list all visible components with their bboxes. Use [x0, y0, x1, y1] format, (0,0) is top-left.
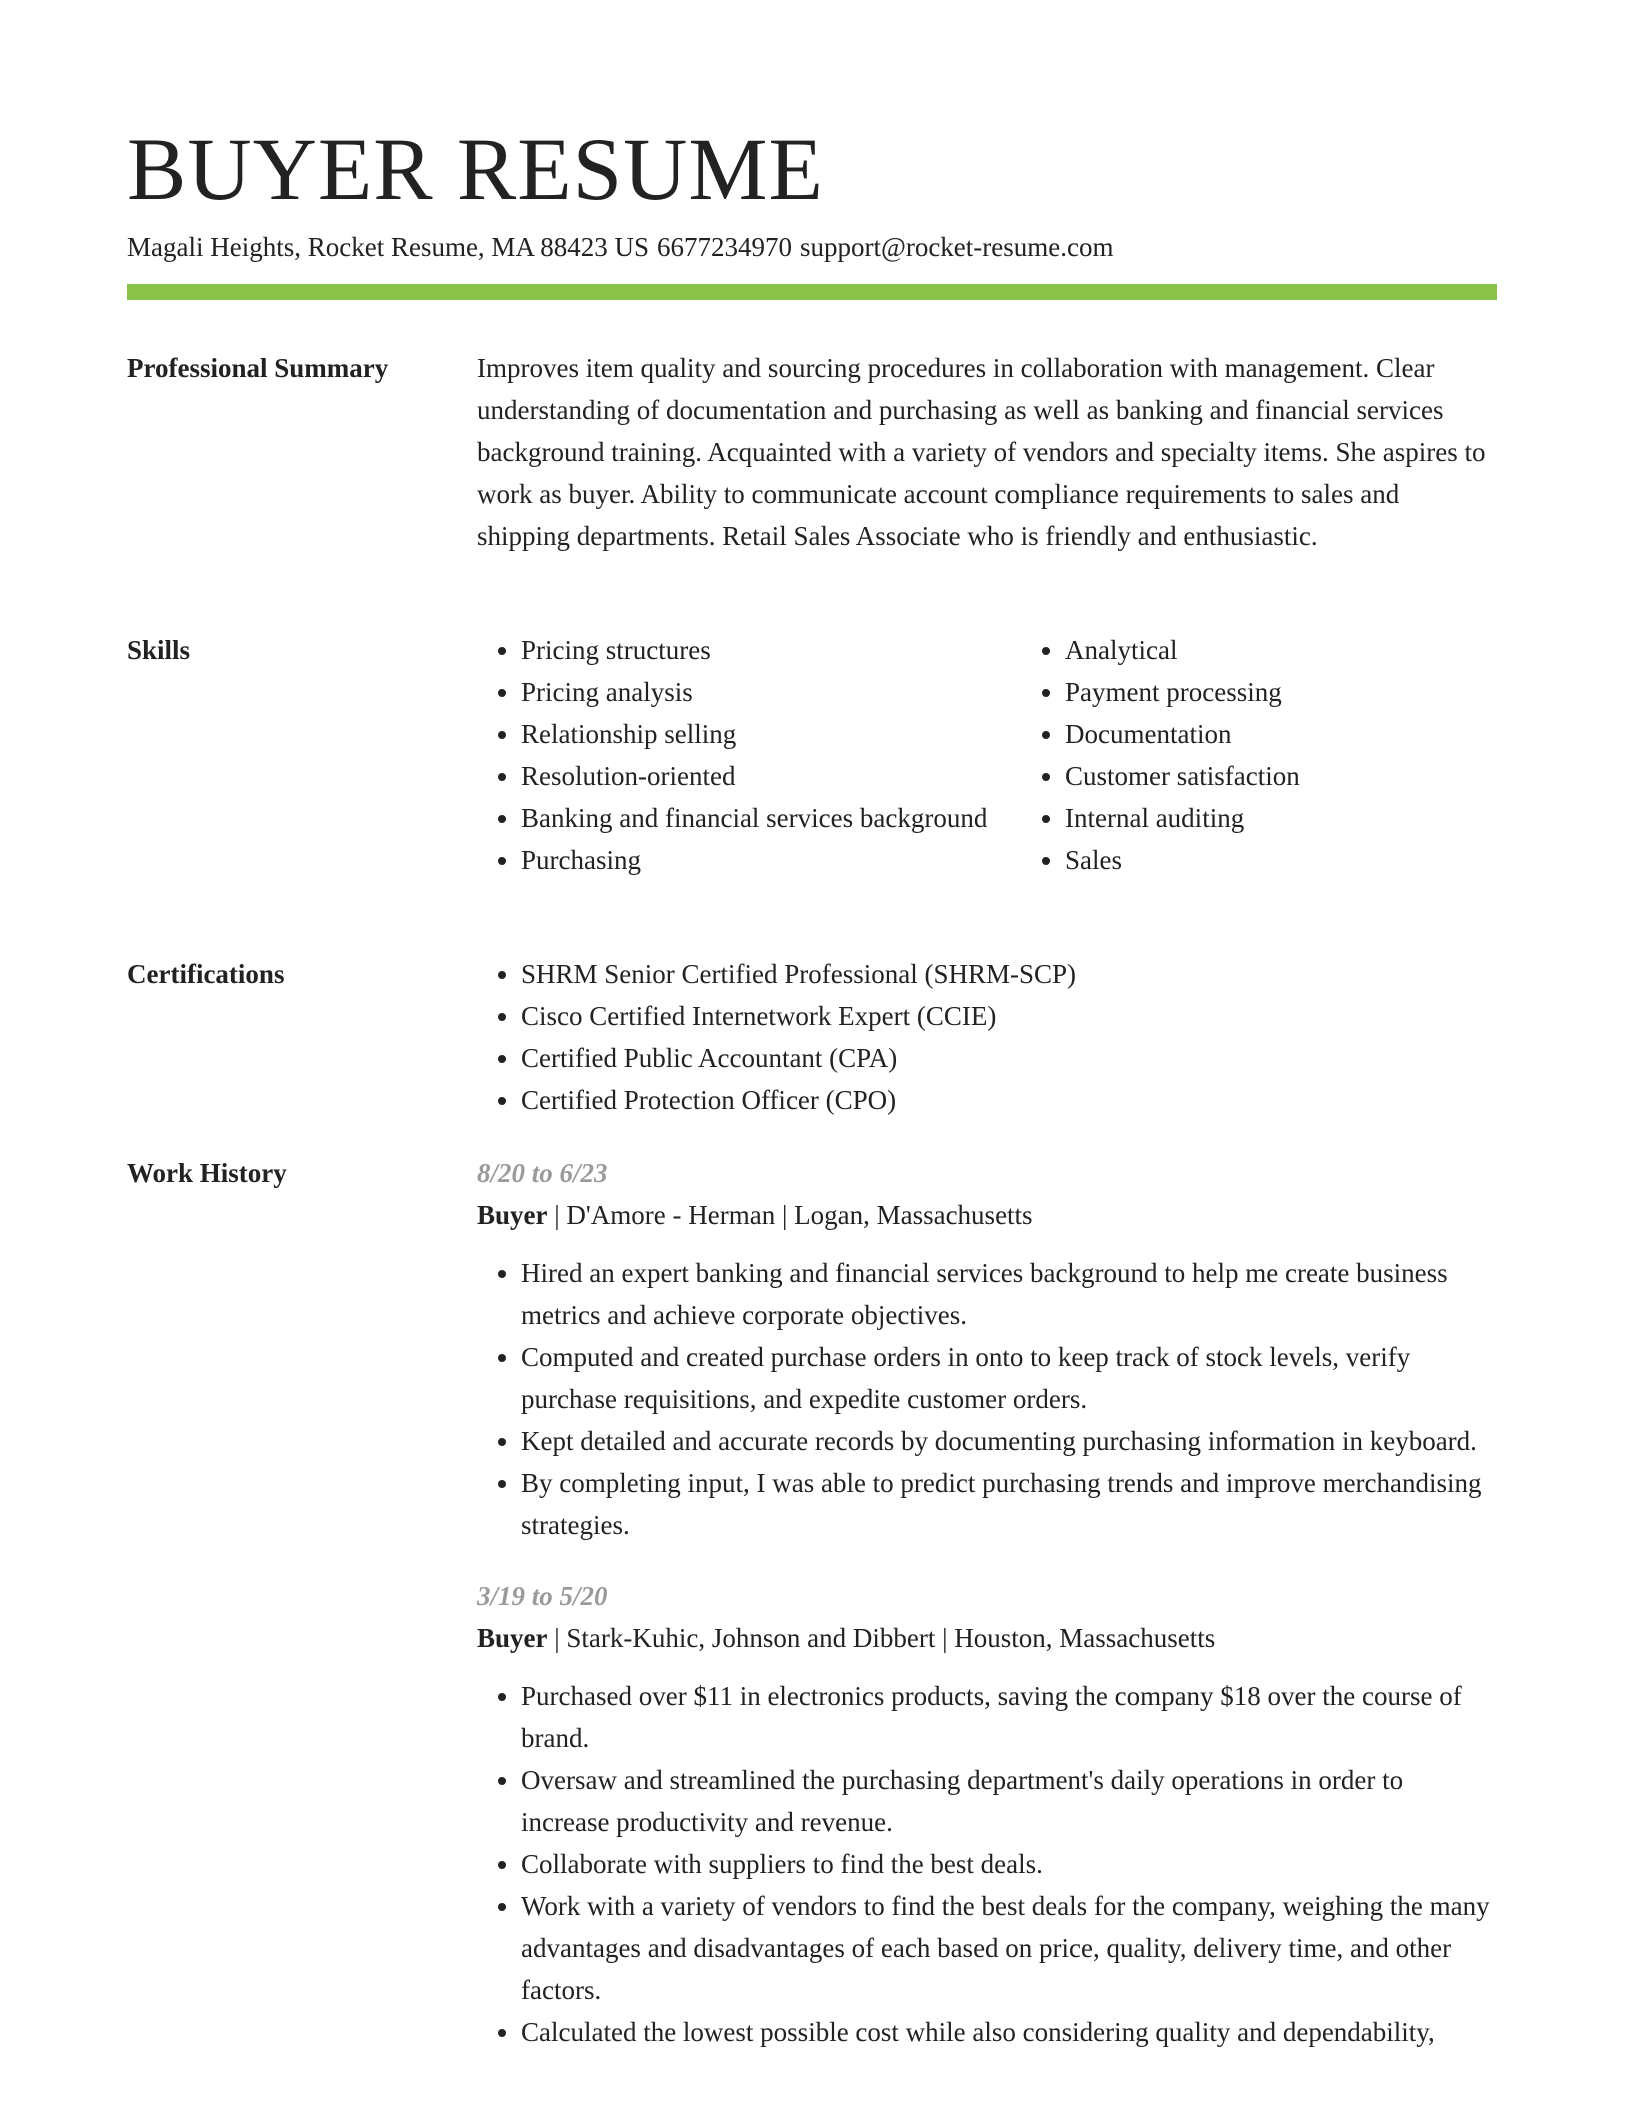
skill-item: • Payment processing	[1065, 671, 1565, 713]
resume-title: BUYER RESUME	[127, 121, 824, 219]
job-bullets	[477, 1675, 1497, 2053]
skills-list-right	[1021, 629, 1565, 881]
certifications-list	[477, 953, 1497, 1121]
job-separator: |	[942, 1623, 948, 1653]
job-heading	[477, 1617, 1497, 1659]
header-divider	[127, 284, 1497, 300]
certification-item: • SHRM Senior Certified Professional (SHRM-SCP)	[521, 953, 1497, 995]
skill-item: • Sales	[1065, 839, 1565, 881]
skills-list-left	[477, 629, 1021, 881]
skill-item: • Purchasing	[521, 839, 1021, 881]
section-title-work-history: Work History	[127, 1158, 287, 1188]
work-history-body	[477, 1152, 1497, 2053]
certification-item: • Certified Public Accountant (CPA)	[521, 1037, 1497, 1079]
job-dates: 8/20 to 6/23	[477, 1158, 608, 1188]
summary-body	[477, 347, 1497, 557]
summary-text: Improves item quality and sourcing procedures in collaboration with management. Clear understanding of documentation and purchasing as well as banking and financial services background training. Acquainted with a variety of vendors and specialty items. She aspires to work as buyer. Ability to communicate account compliance requirements to sales and shipping departments. Retail Sales Associate who is friendly and enthusiastic.	[477, 353, 1486, 551]
section-title-skills: Skills	[127, 635, 191, 665]
job-entry	[477, 1575, 1497, 2053]
skill-item: • Resolution-oriented	[521, 755, 1021, 797]
job-separator: |	[554, 1200, 560, 1230]
job-bullet: • Kept detailed and accurate records by documenting purchasing information in keyboard.	[521, 1420, 1497, 1462]
job-dates: 3/19 to 5/20	[477, 1581, 608, 1611]
skills-body	[477, 629, 1497, 881]
job-separator: |	[781, 1200, 788, 1230]
job-company: Stark-Kuhic, Johnson and Dibbert	[566, 1623, 936, 1653]
job-bullet: • Calculated the lowest possible cost while also considering quality and dependability,	[521, 2011, 1497, 2053]
certifications-body	[477, 953, 1497, 1121]
section-title-certifications: Certifications	[127, 959, 285, 989]
job-bullets	[477, 1252, 1497, 1546]
contact-email: support@rocket-resume.com	[799, 232, 1114, 262]
contact-address: Magali Heights, Rocket Resume, MA 88423 US	[127, 232, 649, 262]
section-title-summary: Professional Summary	[127, 353, 389, 383]
job-location: Logan, Massachusetts	[794, 1200, 1033, 1230]
skill-item: • Analytical	[1065, 629, 1565, 671]
skill-item: • Pricing analysis	[521, 671, 1021, 713]
skill-item: • Pricing structures	[521, 629, 1021, 671]
skill-item: • Documentation	[1065, 713, 1565, 755]
contact-phone: 6677234970	[656, 232, 792, 262]
skill-item: • Banking and financial services background	[521, 797, 1021, 839]
contact-line	[127, 229, 1114, 265]
job-role: Buyer	[477, 1200, 548, 1230]
job-bullet: • Oversaw and streamlined the purchasing department's daily operations in order to increase productivity and revenue.	[521, 1759, 1497, 1843]
skill-item: • Customer satisfaction	[1065, 755, 1565, 797]
job-bullet: • Work with a variety of vendors to find the best deals for the company, weighing the many advantages and disadvantages of each based on price, quality, delivery time, and other factors.	[521, 1885, 1497, 2011]
job-role: Buyer	[477, 1623, 548, 1653]
job-bullet: • Collaborate with suppliers to find the best deals.	[521, 1843, 1497, 1885]
job-separator: |	[554, 1623, 560, 1653]
job-bullet: • Computed and created purchase orders in onto to keep track of stock levels, verify purchase requisitions, and expedite customer orders.	[521, 1336, 1497, 1420]
certification-item: • Certified Protection Officer (CPO)	[521, 1079, 1497, 1121]
job-bullet: • Hired an expert banking and financial services background to help me create business metrics and achieve corporate objectives.	[521, 1252, 1497, 1336]
job-bullet: • Purchased over $11 in electronics products, saving the company $18 over the course of brand.	[521, 1675, 1497, 1759]
job-company: D'Amore - Herman	[566, 1200, 776, 1230]
job-location: Houston, Massachusetts	[954, 1623, 1216, 1653]
certification-item: • Cisco Certified Internetwork Expert (CCIE)	[521, 995, 1497, 1037]
skill-item: • Relationship selling	[521, 713, 1021, 755]
job-bullet: • By completing input, I was able to predict purchasing trends and improve merchandising strategies.	[521, 1462, 1497, 1546]
skill-item: • Internal auditing	[1065, 797, 1565, 839]
job-entry	[477, 1152, 1497, 1546]
job-heading	[477, 1194, 1497, 1236]
